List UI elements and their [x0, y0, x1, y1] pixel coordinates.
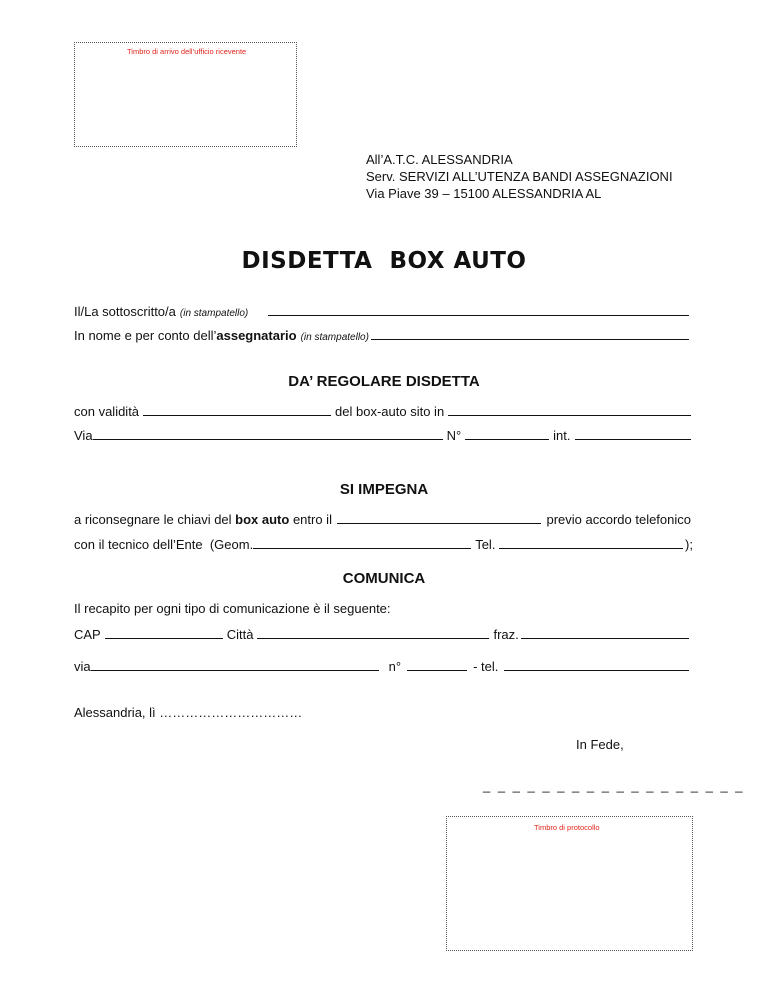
cap-row	[74, 626, 691, 642]
return-suffix: entro il	[289, 512, 332, 527]
on-behalf-row	[74, 327, 691, 343]
phone-agreement-label: previo accordo telefonico	[546, 512, 691, 527]
validity-label: con validità	[74, 404, 140, 419]
address-line-1: All’A.T.C. ALESSANDRIA	[366, 152, 513, 167]
via-field[interactable]	[93, 427, 443, 440]
return-date-field[interactable]	[337, 511, 542, 524]
tel-field[interactable]	[499, 536, 683, 549]
city-label: Città	[226, 627, 254, 642]
cap-label: CAP	[74, 627, 101, 642]
address-line-3: Via Piave 39 – 15100 ALESSANDRIA AL	[366, 186, 602, 201]
return-keys-row	[74, 511, 691, 527]
number-field[interactable]	[465, 427, 549, 440]
fraz-label: fraz.	[493, 627, 519, 642]
technician-field[interactable]	[253, 536, 471, 549]
section-heading-comunica: COMUNICA	[342, 570, 426, 587]
via-label: Via	[74, 428, 93, 443]
technician-row	[74, 536, 693, 552]
address-row	[74, 658, 691, 674]
interior-label: int.	[553, 428, 571, 443]
interior-field[interactable]	[575, 427, 692, 440]
fraz-field[interactable]	[521, 626, 689, 639]
tel-label: Tel.	[475, 537, 496, 552]
via-field-2[interactable]	[91, 658, 379, 671]
place-date: Alessandria, lì ……………………………	[74, 705, 303, 720]
on-behalf-prefix: In nome e per conto dell’	[74, 328, 217, 343]
return-bold: box auto	[235, 512, 290, 527]
protocol-stamp-label: Timbro di protocollo	[534, 823, 600, 832]
num-label: n°	[388, 659, 402, 674]
arrival-stamp-label: Timbro di arrivo dell’ufficio ricevente	[127, 47, 247, 56]
communication-intro: Il recapito per ogni tipo di comunicazione è il seguente:	[74, 601, 391, 616]
box-site-field[interactable]	[448, 403, 691, 416]
signature-line[interactable]: _ _ _ _ _ _ _ _ _ _ _ _ _ _ _ _ _ _	[483, 778, 745, 793]
on-behalf-hint: (in stampatello)	[300, 332, 369, 343]
via-label-2: via	[74, 659, 91, 674]
city-field[interactable]	[257, 626, 489, 639]
via-row	[74, 427, 693, 443]
undersigned-row	[74, 303, 691, 319]
address-line-2: Serv. SERVIZI ALL’UTENZA BANDI ASSEGNAZIONI	[366, 169, 673, 184]
signature-label: In Fede,	[576, 737, 624, 752]
section-heading-disdetta: DA’ REGOLARE DISDETTA	[288, 373, 480, 390]
close-paren: );	[685, 537, 693, 552]
cap-field[interactable]	[105, 626, 223, 639]
return-prefix: a riconsegnare le chiavi del	[74, 512, 236, 527]
undersigned-label: Il/La sottoscritto/a	[74, 304, 176, 319]
tel-field-2[interactable]	[504, 658, 689, 671]
num-field[interactable]	[407, 658, 467, 671]
protocol-stamp-box	[446, 816, 693, 951]
on-behalf-bold: assegnatario	[216, 328, 297, 343]
box-site-label: del box-auto sito in	[335, 404, 445, 419]
recipient-address	[366, 151, 673, 202]
undersigned-field[interactable]	[268, 303, 689, 316]
number-label: N°	[446, 428, 462, 443]
tel-label-2: - tel.	[473, 659, 499, 674]
section-heading-impegna: SI IMPEGNA	[339, 481, 429, 498]
undersigned-hint: (in stampatello)	[179, 308, 249, 319]
validity-field[interactable]	[143, 403, 331, 416]
document-title: DISDETTA BOX AUTO	[241, 248, 527, 274]
technician-label: con il tecnico dell’Ente (Geom.	[74, 537, 254, 552]
validity-row	[74, 403, 693, 419]
arrival-stamp-box	[74, 42, 297, 147]
on-behalf-field[interactable]	[371, 327, 689, 340]
